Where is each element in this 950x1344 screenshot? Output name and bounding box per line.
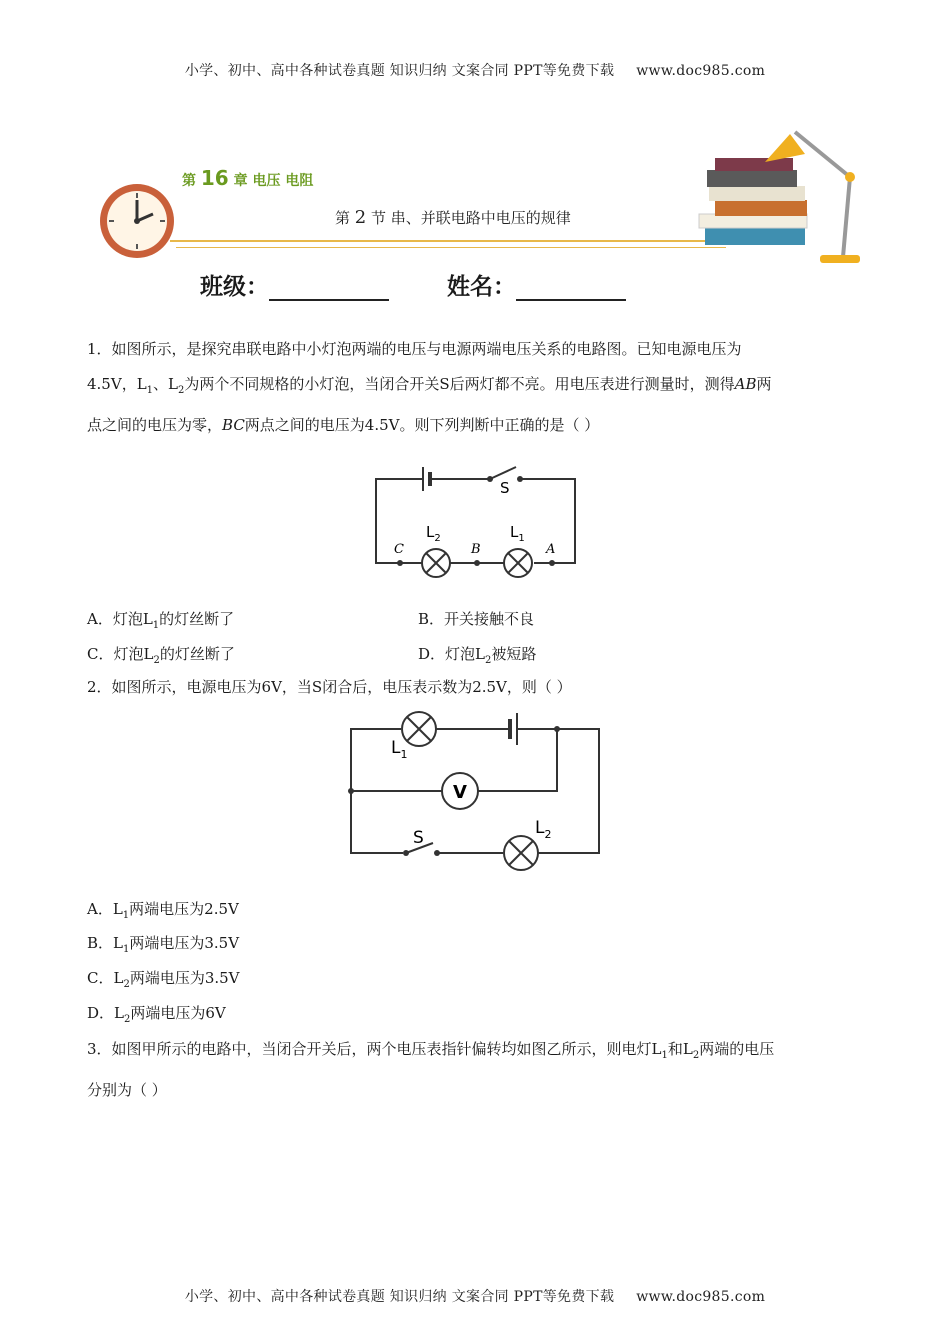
fig2-label-l2: $L_2$ xyxy=(535,818,552,841)
footer-url[interactable]: www.doc985.com xyxy=(636,1289,766,1305)
fig1-label-c: C xyxy=(394,542,404,557)
q1-option-a[interactable]: A．灯泡$L_1$的灯丝断了 xyxy=(87,610,235,631)
q1-option-d[interactable]: D．灯泡$L_2$被短路 xyxy=(418,645,537,666)
class-field[interactable] xyxy=(269,277,389,301)
books-lamp-icon xyxy=(695,122,865,267)
question-2: 2．如图所示，电源电压为6V，当S闭合后，电压表示数为2.5V，则（ ） xyxy=(87,678,572,696)
clock-icon xyxy=(98,182,178,262)
section-title: 第 2 节 串、并联电路中电压的规律 xyxy=(335,207,571,228)
class-name-row: 班级： 姓名： xyxy=(200,268,626,301)
fig2-label-l1: $L_1$ xyxy=(391,738,408,761)
q2-option-a[interactable]: A．$L_1$两端电压为2.5V xyxy=(87,900,239,921)
question-3: 3．如图甲所示的电路中，当闭合开关后，两个电压表指针偏转均如图乙所示，则电灯$L_1$和$L_2$两端的电压 分别为（ ） xyxy=(87,1040,775,1099)
circuit-figure-1 xyxy=(370,455,585,585)
q2-option-b[interactable]: B．$L_1$两端电压为3.5V xyxy=(87,934,240,955)
q1-option-b[interactable]: B．开关接触不良 xyxy=(418,610,535,628)
circuit-figure-2 xyxy=(345,705,605,875)
fig1-label-b: B xyxy=(471,542,481,557)
header-divider-2 xyxy=(176,247,726,248)
fig1-label-s: S xyxy=(500,479,510,497)
chapter-title: 第 16 章 电压 电阻 xyxy=(182,166,314,190)
fig1-label-l1: $L_1$ xyxy=(510,523,525,544)
page-header: 小学、初中、高中各种试卷真题 知识归纳 文案合同 PPT等免费下载 www.doc985.com xyxy=(184,63,766,79)
q2-option-d[interactable]: D．$L_2$两端电压为6V xyxy=(87,1004,226,1025)
fig1-label-l2: $L_2$ xyxy=(426,523,441,544)
fig2-label-s: S xyxy=(413,828,424,848)
header-url[interactable]: www.doc985.com xyxy=(636,63,766,79)
q1-option-c[interactable]: C．灯泡$L_2$的灯丝断了 xyxy=(87,645,235,666)
page-footer: 小学、初中、高中各种试卷真题 知识归纳 文案合同 PPT等免费下载 www.doc985.com xyxy=(184,1289,766,1305)
fig2-voltmeter-label: V xyxy=(453,782,467,803)
header-divider xyxy=(170,240,730,242)
question-1: 1．如图所示，是探究串联电路中小灯泡两端的电压与电源两端电压关系的电路图。已知电源电压为 4.5V，$L_1$、$L_2$为两个不同规格的小灯泡，当闭合开关S后两灯都不亮。用电压表进行测量时，测得AB两 点之间的电压为零，BC两点之间的电压为4.5V。则下列判断中正确的是（ ） xyxy=(87,340,772,434)
name-field[interactable] xyxy=(516,277,626,301)
fig1-label-a: A xyxy=(546,542,556,557)
q2-option-c[interactable]: C．$L_2$两端电压为3.5V xyxy=(87,969,240,990)
